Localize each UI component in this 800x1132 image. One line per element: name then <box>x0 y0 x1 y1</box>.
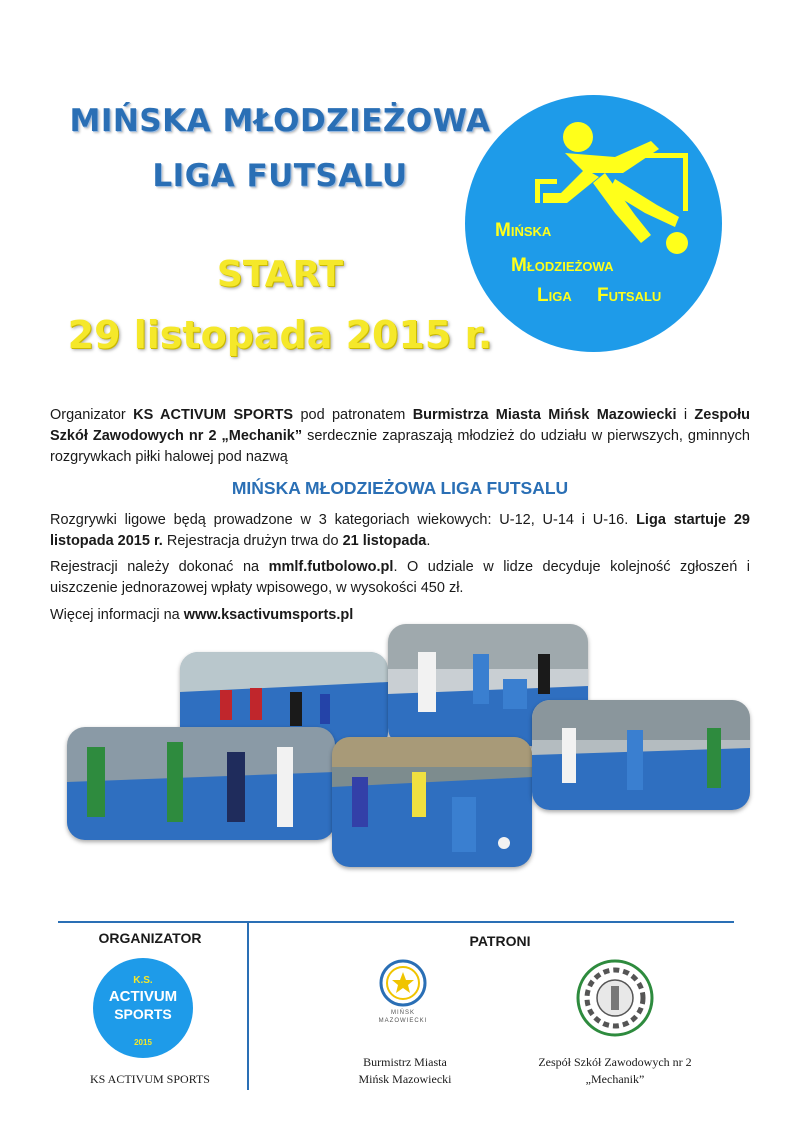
intro-text: pod patronatem <box>293 407 413 423</box>
organizer-name-caption: KS ACTIVUM SPORTS <box>90 1072 210 1086</box>
start-label: START <box>216 254 344 295</box>
footer-divider-horizontal <box>58 921 734 923</box>
intro-text: serdecznie zapraszają młodzież do udziału w pierwszych, gminnych rozgrywkach piłki halowej pod nazwą <box>50 428 750 465</box>
intro-text: i <box>676 407 695 423</box>
futsal-photo-image <box>67 727 335 840</box>
league-name-heading: MIŃSKA MŁODZIEŻOWA LIGA FUTSALU <box>231 478 569 498</box>
activum-logo-line2: ACTIVUM <box>108 988 178 1005</box>
patron-school: Zespołu Szkół Zawodowych nr 2 „Mechanik” <box>50 407 750 444</box>
futsal-photo-image <box>332 737 532 867</box>
website-link[interactable]: www.ksactivumsports.pl <box>183 607 354 623</box>
registration-text: . O udziale w lidze decyduje kolejność zgłoszeń i uiszczenie jednorazowej wpłaty wpisowego, w wysokości 450 zł. <box>50 559 750 596</box>
logo-text-line2: Młodzieżowa <box>511 255 614 276</box>
patron2-line2: „Mechanik” <box>585 1072 645 1086</box>
logo-text-line3b: Futsalu <box>597 285 662 306</box>
photo-match-4 <box>332 737 532 867</box>
patron2-line1: Zespół Szkół Zawodowych nr 2 <box>538 1055 692 1069</box>
registration-paragraph <box>50 557 750 599</box>
league-logo <box>465 95 722 352</box>
activum-logo-year: 2015 <box>134 1038 152 1047</box>
rules-text: . <box>426 533 431 549</box>
minsk-logo-text2: MAZOWIECKI <box>378 1018 428 1024</box>
rules-text: Rozgrywki ligowe będą prowadzone w 3 kategoriach wiekowych: U-12, U-14 i U-16. <box>50 512 637 528</box>
league-start-highlight: Liga startuje 29 listopada 2015 r. <box>50 512 750 549</box>
activum-sports-logo <box>93 958 193 1058</box>
more-info-paragraph <box>50 605 750 626</box>
start-date: 29 listopada 2015 r. <box>67 313 493 357</box>
patron-mayor: Burmistrza Miasta Mińsk Mazowiecki <box>412 407 677 423</box>
registration-text: Rejestracji należy dokonać na <box>50 559 269 575</box>
activum-logo-ks: K.S. <box>133 975 153 986</box>
registration-link[interactable]: mmlf.futbolowo.pl <box>268 559 394 575</box>
footer-divider-vertical <box>247 922 249 1090</box>
more-info-text: Więcej informacji na <box>50 607 184 623</box>
photo-match-5 <box>532 700 750 810</box>
patrons-heading: PATRONI <box>469 933 531 949</box>
rules-text: Rejestracja drużyn trwa do <box>162 533 343 549</box>
intro-text: Organizator <box>50 407 134 423</box>
patron1-caption <box>335 1054 475 1088</box>
minsk-mazowiecki-logo <box>368 958 438 1028</box>
gear-emblem-icon <box>575 958 655 1038</box>
page-title-line1: MIŃSKA MŁODZIEŻOWA <box>69 103 491 139</box>
logo-text-line1: Mińska <box>495 220 552 241</box>
organizer-name: KS ACTIVUM SPORTS <box>133 407 294 423</box>
rules-paragraph <box>50 510 750 552</box>
school-mechanik-logo <box>575 958 655 1038</box>
activum-logo-line3: SPORTS <box>114 1006 172 1022</box>
page-title-line2: LIGA FUTSALU <box>152 158 408 194</box>
minsk-logo-text1: MIŃSK <box>390 1010 415 1016</box>
registration-deadline: 21 listopada <box>342 533 427 549</box>
organizer-heading: ORGANIZATOR <box>98 930 202 946</box>
city-emblem-icon <box>368 958 438 1008</box>
photo-match-3 <box>67 727 335 840</box>
patron1-line1: Burmistrz Miasta <box>363 1055 447 1069</box>
intro-paragraph <box>50 405 750 468</box>
patron2-caption <box>520 1054 710 1088</box>
patron1-line2: Mińsk Mazowiecki <box>358 1072 452 1086</box>
futsal-photo-image <box>532 700 750 810</box>
logo-text-line3a: Liga <box>537 285 572 306</box>
